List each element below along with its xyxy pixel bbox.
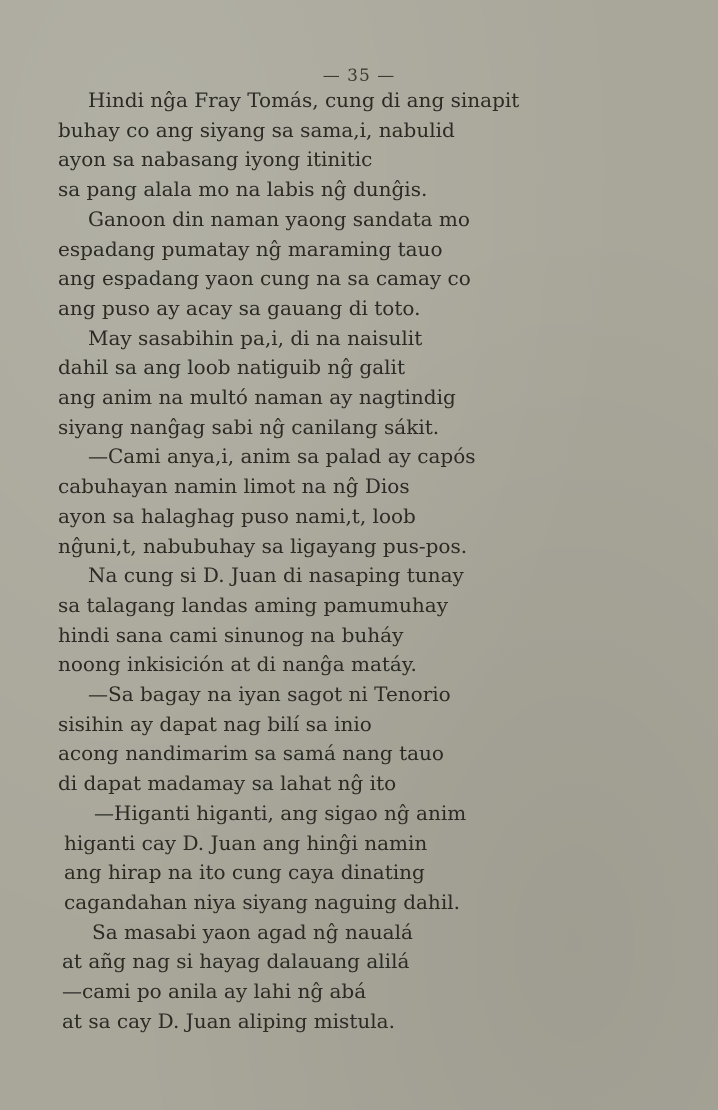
verse-line: —Higanti higanti, ang sigao nĝ anim xyxy=(94,800,467,825)
verse-line: —Cami anya,i, anim sa palad ay capós xyxy=(88,444,476,469)
verse-line: espadang pumatay nĝ maraming tauo xyxy=(58,236,443,261)
verse-line: siyang nanĝag sabi nĝ canilang sákit. xyxy=(58,414,440,439)
verse-line: May sasabihin pa,i, di na naisulit xyxy=(88,325,423,350)
verse-line: Sa masabi yaon agad nĝ naualá xyxy=(92,919,413,944)
verse-line: ayon sa halaghag puso nami,t, loob xyxy=(58,503,416,528)
verse-line: di dapat madamay sa lahat nĝ ito xyxy=(58,771,397,796)
verse-line: ayon sa nabasang iyong itinitic xyxy=(58,147,373,172)
verse-line: acong nandimarim sa samá nang tauo xyxy=(58,741,444,766)
page-number: — 35 — xyxy=(322,66,396,86)
verse-line: noong inkisición at di nanĝa matáy. xyxy=(58,652,417,677)
stanza xyxy=(58,442,658,561)
verse-line: ang espadang yaon cung na sa camay co xyxy=(58,266,471,291)
stanza xyxy=(58,205,658,324)
verse-line: Hindi nĝa Fray Tomás, cung di ang sinapit xyxy=(88,88,520,112)
verse-line: ang anim na multó naman ay nagtindig xyxy=(58,385,456,410)
verse-line: nĝuni,t, nabubuhay sa ligayang pus-pos. xyxy=(58,533,468,558)
stanza xyxy=(58,561,658,680)
stanza xyxy=(62,918,658,1037)
poem-text xyxy=(58,86,658,1037)
verse-line: at sa cay D. Juan aliping mistula. xyxy=(62,1008,395,1033)
stanza xyxy=(58,324,658,443)
verse-line: dahil sa ang loob natiguib nĝ galit xyxy=(58,355,405,380)
verse-line: hindi sana cami sinunog na buháy xyxy=(58,622,404,647)
verse-line: Ganoon din naman yaong sandata mo xyxy=(88,206,470,231)
verse-line: cabuhayan namin limot na nĝ Dios xyxy=(58,474,410,499)
verse-line: ang hirap na ito cung caya dinating xyxy=(64,860,425,885)
stanza xyxy=(58,86,658,205)
verse-line: sa talagang landas aming pamumuhay xyxy=(58,592,448,617)
stanza xyxy=(64,799,658,918)
verse-line: cagandahan niya siyang naguing dahil. xyxy=(64,889,460,914)
verse-line: buhay co ang siyang sa sama,i, nabulid xyxy=(58,117,455,142)
verse-line: —cami po anila ay lahi nĝ abá xyxy=(62,979,367,1004)
verse-line: ang puso ay acay sa gauang di toto. xyxy=(58,295,421,320)
verse-line: Na cung si D. Juan di nasaping tunay xyxy=(88,563,464,588)
verse-line: sisihin ay dapat nag bilí sa inio xyxy=(58,711,372,736)
verse-line: higanti cay D. Juan ang hinĝi namin xyxy=(64,830,428,855)
stanza xyxy=(58,680,658,799)
verse-line: at añg nag si hayag dalauang alilá xyxy=(62,949,410,974)
verse-line: sa pang alala mo na labis nĝ dunĝis. xyxy=(58,177,428,202)
verse-line: —Sa bagay na iyan sagot ni Tenorio xyxy=(88,682,451,707)
